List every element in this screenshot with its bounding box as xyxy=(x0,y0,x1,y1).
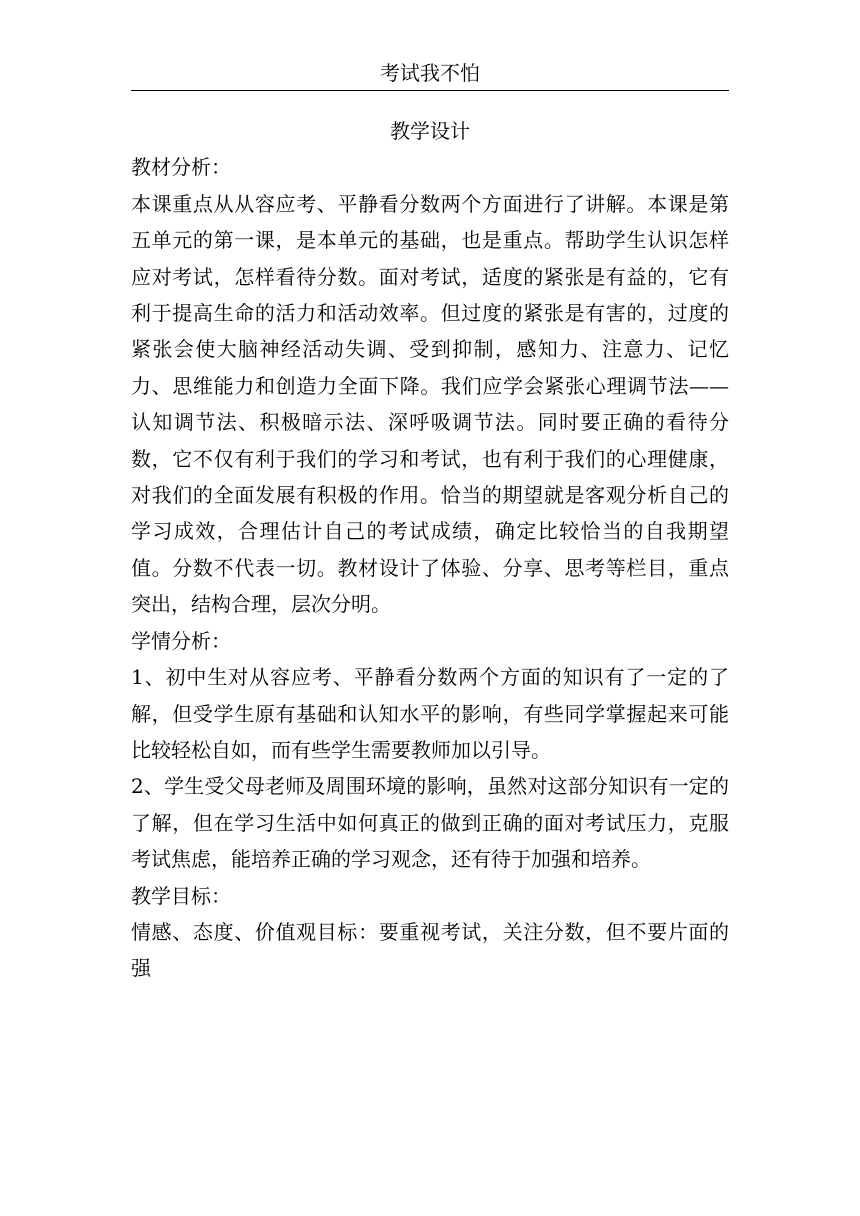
section-heading-teaching-goals: 教学目标： xyxy=(131,883,231,908)
document-heading: 教学设计 xyxy=(390,119,470,143)
student-analysis-point-2: 2、学生受父母老师及周围环境的影响，虽然对这部分知识有一定的了解，但在学习生活中如何真正的做到正确的面对考试压力，克服考试焦虑，能培养正确的学习观念，还有待于加强和培养。 xyxy=(131,774,729,872)
page-header: 考试我不怕 xyxy=(131,58,729,91)
textbook-analysis-paragraph: 本课重点从从容应考、平静看分数两个方面进行了讲解。本课是第五单元的第一课，是本单元的基础，也是重点。帮助学生认识怎样应对考试，怎样看待分数。面对考试，适度的紧张是有益的，它有利于提高生命的活力和活动效率。但过度的紧张是有害的，过度的紧张会使大脑神经活动失调、受到抑制，感知力、注意力、记忆力、思维能力和创造力全面下降。我们应学会紧张心理调节法——认知调节法、积极暗示法、深呼吸调节法。同时要正确的看待分数，它不仅有利于我们的学习和考试，也有利于我们的心理健康，对我们的全面发展有积极的作用。恰当的期望就是客观分析自己的学习成效，合理估计自己的考试成绩，确定比较恰当的自我期望值。分数不代表一切。教材设计了体验、分享、思考等栏目，重点突出，结构合理，层次分明。 xyxy=(131,191,729,617)
document-body xyxy=(131,113,729,987)
goal-emotion-attitude-values: 情感、态度、价值观目标：要重视考试，关注分数，但不要片面的强 xyxy=(131,919,729,981)
student-analysis-point-1: 1、初中生对从容应考、平静看分数两个方面的知识有了一定的了解，但受学生原有基础和认知水平的影响，有些同学掌握起来可能比较轻松自如，而有些学生需要教师加以引导。 xyxy=(131,665,729,762)
section-heading-textbook-analysis: 教材分析： xyxy=(131,155,231,180)
section-heading-student-analysis: 学情分析： xyxy=(131,628,231,653)
